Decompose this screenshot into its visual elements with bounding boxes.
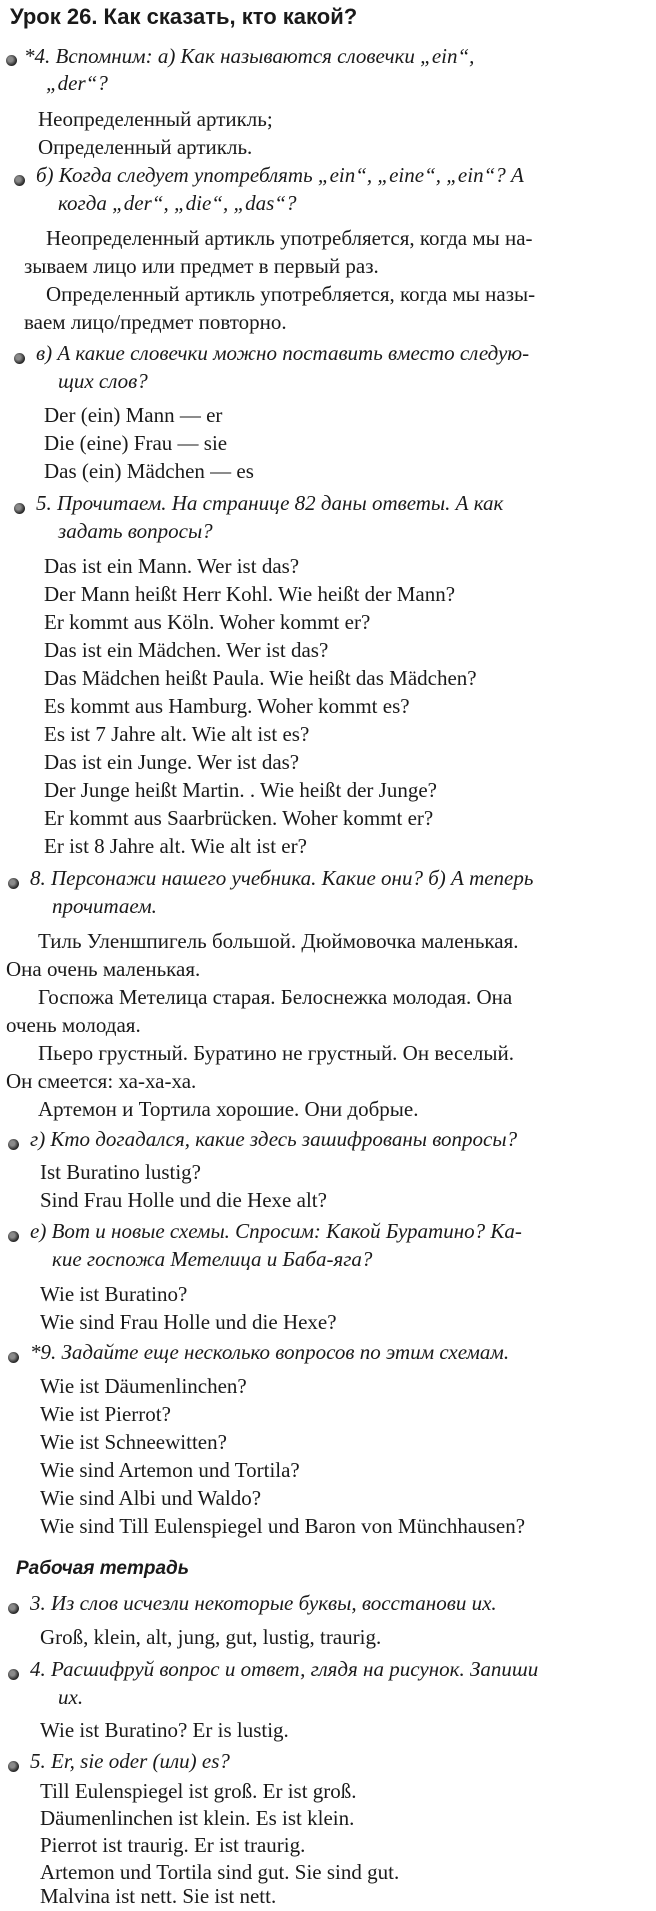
exercise-4b-question-line-1: б) Когда следует употреблять „ein“, „eine“, „ein“? А <box>36 163 524 187</box>
exercise-4v-line: Das (ein) Mädchen — es <box>44 459 254 483</box>
exercise-5-line: Das ist ein Mann. Wer ist das? <box>44 554 300 578</box>
exercise-4a-question-line-1: *4. Вспомним: а) Как называются словечки „ein“, <box>24 44 475 68</box>
exercise-8e-question-line-2: кие госпожа Метелица и Баба-яга? <box>52 1247 373 1271</box>
workbook-exercise-5-line: Pierrot ist traurig. Er ist traurig. <box>40 1833 306 1857</box>
bullet-icon <box>8 1603 19 1614</box>
exercise-8-paragraph-1-line-2: Она очень маленькая. <box>6 957 201 981</box>
exercise-5-line: Der Mann heißt Herr Kohl. Wie heißt der Mann? <box>44 582 456 606</box>
exercise-5-line: Es kommt aus Hamburg. Woher kommt es? <box>44 694 410 718</box>
workbook-exercise-5-line: Till Eulenspiegel ist groß. Er ist groß. <box>40 1779 357 1803</box>
exercise-4v-question-line-1: в) А какие словечки можно поставить вместо следую- <box>36 341 530 365</box>
exercise-5-line: Er ist 8 Jahre alt. Wie alt ist er? <box>44 834 307 858</box>
exercise-8-paragraph-3-line-1: Пьеро грустный. Буратино не грустный. Он веселый. <box>38 1041 514 1065</box>
exercise-9-line: Wie sind Albi und Waldo? <box>40 1486 262 1510</box>
exercise-5-question-line-1: 5. Прочитаем. На странице 82 даны ответы. А как <box>36 491 504 515</box>
bullet-icon <box>8 1669 19 1680</box>
exercise-8-paragraph-4: Артемон и Тортила хорошие. Они добрые. <box>38 1097 419 1121</box>
workbook-exercise-3-answer: Groß, klein, alt, jung, gut, lustig, traurig. <box>40 1625 382 1649</box>
exercise-4b-answer-line-2: зываем лицо или предмет в первый раз. <box>24 254 379 278</box>
exercise-5-line: Er kommt aus Köln. Woher kommt er? <box>44 610 371 634</box>
exercise-8-question-line-2: прочитаем. <box>52 894 157 918</box>
exercise-8-paragraph-2-line-1: Госпожа Метелица старая. Белоснежка молодая. Она <box>38 985 513 1009</box>
exercise-8-paragraph-2-line-2: очень молодая. <box>6 1013 141 1037</box>
exercise-8e-question-line-1: е) Вот и новые схемы. Спросим: Какой Буратино? Ка- <box>30 1219 522 1243</box>
exercise-9-line: Wie sind Artemon und Tortila? <box>40 1458 300 1482</box>
exercise-5-line: Er kommt aus Saarbrücken. Woher kommt er? <box>44 806 434 830</box>
exercise-9-line: Wie sind Till Eulenspiegel und Baron von Münchhausen? <box>40 1514 526 1538</box>
exercise-5-line: Das Mädchen heißt Paula. Wie heißt das Mädchen? <box>44 666 477 690</box>
bullet-icon <box>14 353 25 364</box>
exercise-4b-answer-line-4: ваем лицо/предмет повторно. <box>24 310 287 334</box>
bullet-icon <box>6 55 17 66</box>
exercise-9-question: *9. Задайте еще несколько вопросов по этим схемам. <box>30 1340 510 1364</box>
exercise-8g-question: г) Кто догадался, какие здесь зашифрованы вопросы? <box>30 1127 518 1151</box>
exercise-4v-line: Der (ein) Mann — er <box>44 403 223 427</box>
workbook-exercise-5-line: Artemon und Tortila sind gut. Sie sind gut. <box>40 1860 400 1884</box>
exercise-9-line: Wie ist Schneewitten? <box>40 1430 227 1454</box>
exercise-8-question-line-1: 8. Персонажи нашего учебника. Какие они? б) А теперь <box>30 866 534 890</box>
bullet-icon <box>8 1352 19 1363</box>
bullet-icon <box>14 175 25 186</box>
workbook-exercise-3-question: 3. Из слов исчезли некоторые буквы, восстанови их. <box>30 1591 497 1615</box>
workbook-exercise-5-question: 5. Er, sie oder (или) es? <box>30 1749 230 1773</box>
exercise-5-question-line-2: задать вопросы? <box>58 519 213 543</box>
workbook-exercise-4-question-line-2: их. <box>58 1685 84 1709</box>
workbook-exercise-5-line: Däumenlinchen ist klein. Es ist klein. <box>40 1806 355 1830</box>
exercise-4v-line: Die (eine) Frau — sie <box>44 431 228 455</box>
bullet-icon <box>8 878 19 889</box>
exercise-4v-question-line-2: щих слов? <box>58 369 148 393</box>
exercise-4a-question-line-2: „der“? <box>46 71 108 95</box>
exercise-9-line: Wie ist Pierrot? <box>40 1402 171 1426</box>
workbook-heading: Рабочая тетрадь <box>16 1558 190 1579</box>
workbook-exercise-4-answer: Wie ist Buratino? Er is lustig. <box>40 1718 289 1742</box>
exercise-4b-answer-line-3: Определенный артикль употребляется, когда мы назы- <box>46 282 536 306</box>
exercise-4b-answer-line-1: Неопределенный артикль употребляется, когда мы на- <box>46 226 533 250</box>
exercise-8-paragraph-3-line-2: Он смеется: ха-ха-ха. <box>6 1069 197 1093</box>
bullet-icon <box>8 1139 19 1150</box>
workbook-exercise-4-question-line-1: 4. Расшифруй вопрос и ответ, глядя на рисунок. Запиши <box>30 1657 539 1681</box>
exercise-8e-line: Wie ist Buratino? <box>40 1282 188 1306</box>
workbook-exercise-5-line: Malvina ist nett. Sie ist nett. <box>40 1884 277 1908</box>
bullet-icon <box>8 1231 19 1242</box>
bullet-icon <box>14 503 25 514</box>
exercise-8-paragraph-1-line-1: Тиль Уленшпигель большой. Дюймовочка маленькая. <box>38 929 519 953</box>
exercise-8e-line: Wie sind Frau Holle und die Hexe? <box>40 1310 337 1334</box>
page-title: Урок 26. Как сказать, кто какой? <box>10 4 358 29</box>
exercise-5-line: Der Junge heißt Martin. . Wie heißt der Junge? <box>44 778 437 802</box>
exercise-8g-line: Sind Frau Holle und die Hexe alt? <box>40 1188 327 1212</box>
exercise-5-line: Das ist ein Junge. Wer ist das? <box>44 750 300 774</box>
exercise-4b-question-line-2: когда „der“, „die“, „das“? <box>58 191 297 215</box>
exercise-4a-answer-2: Определенный артикль. <box>38 135 253 159</box>
exercise-5-line: Das ist ein Mädchen. Wer ist das? <box>44 638 329 662</box>
exercise-4a-answer-1: Неопределенный артикль; <box>38 107 273 131</box>
exercise-5-line: Es ist 7 Jahre alt. Wie alt ist es? <box>44 722 310 746</box>
bullet-icon <box>8 1761 19 1772</box>
exercise-8g-line: Ist Buratino lustig? <box>40 1160 201 1184</box>
exercise-9-line: Wie ist Däumenlinchen? <box>40 1374 247 1398</box>
